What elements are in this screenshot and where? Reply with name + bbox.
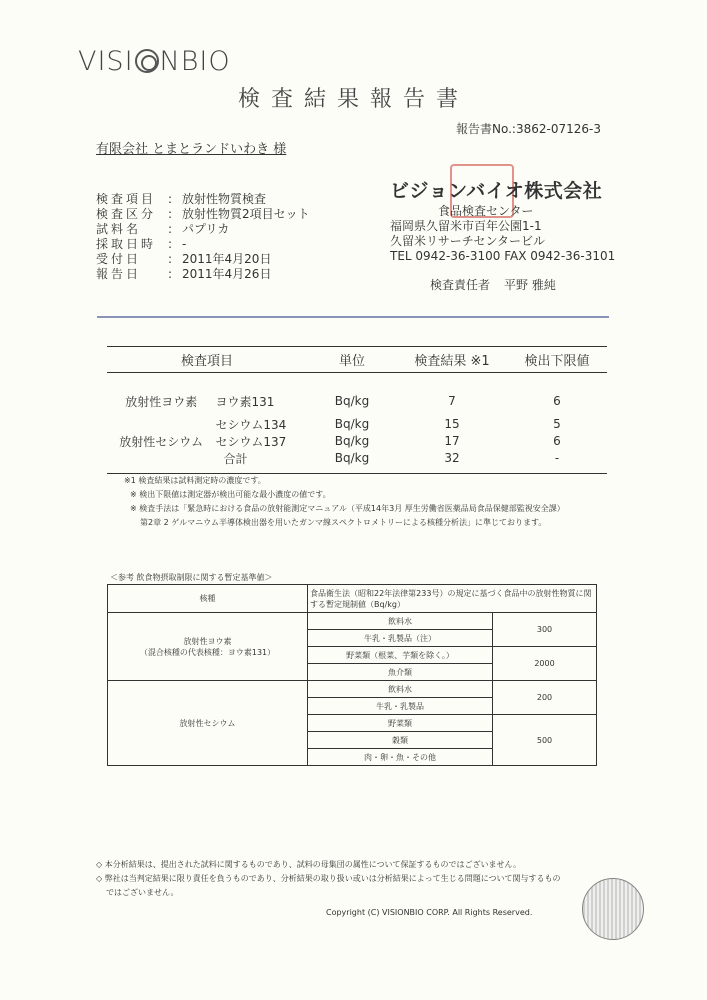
ref-food: 肉・卵・魚・その他 [308, 749, 493, 766]
header-result: 検査結果 ※1 [397, 347, 507, 373]
note-line: 第2章 2 ゲルマニウム半導体検出器を用いたガンマ線スペクトロメトリーによる核種分析法」に準じております。 [140, 518, 547, 527]
document-title: 検査結果報告書 [237, 87, 469, 112]
row-unit: Bq/kg [334, 394, 370, 408]
copyright: Copyright (C) VISIONBIO CORP. All Rights Reserved. [326, 908, 533, 917]
header-item: 検査項目 [107, 347, 307, 373]
info-value: 2011年4月20日 [182, 252, 272, 266]
row-item: ヨウ素131 [215, 394, 275, 409]
info-key: 試料名 [96, 222, 142, 236]
ref-value: 500 [493, 715, 597, 766]
note-line: ※1 検査結果は試料測定時の濃度です。 [124, 476, 266, 485]
row-group [107, 416, 215, 433]
responsible-label: 検査責任者 [430, 278, 491, 292]
note-line: ※ 検査手法は「緊急時における食品の放射能測定マニュアル（平成14年3月 厚生労働省医薬品局食品保健部監視安全課） [130, 504, 565, 513]
header-unit: 単位 [307, 347, 397, 373]
footnote-line: ◇ 弊社は当判定結果に限り責任を負うものであり、分析結果の取り扱い或いは分析結果によって生じる問題について関与するもの [96, 874, 561, 883]
info-block [96, 192, 310, 282]
row-unit: Bq/kg [334, 434, 370, 448]
row-unit: Bq/kg [334, 417, 370, 431]
address-line: 久留米リサーチセンタービル [390, 234, 546, 248]
ref-food: 飲料水 [308, 681, 493, 698]
row-limit: 5 [553, 417, 561, 431]
row-result: 15 [444, 417, 460, 431]
row-item: 合計 [215, 450, 307, 474]
reference-title: ＜参考 飲食物摂取制限に関する暫定基準値＞ [110, 573, 273, 582]
row-item: セシウム137 [215, 434, 287, 449]
client-name: 有限会社 とまとランドいわき 様 [96, 142, 287, 157]
section-divider [97, 316, 609, 318]
ref-food: 飲料水 [308, 613, 493, 630]
row-result: 32 [397, 450, 507, 474]
ref-food: 野菜類（根菜、芋類を除く。） [308, 647, 493, 664]
responsible-person [430, 276, 570, 293]
info-key: 報告日 [96, 267, 142, 281]
row-item: セシウム134 [215, 417, 287, 432]
row-result: 7 [448, 394, 456, 408]
reference-table [107, 584, 597, 766]
row-limit: 6 [553, 434, 561, 448]
ref-food: 牛乳・乳製品（注） [308, 630, 493, 647]
table-row [107, 393, 607, 410]
tel-fax: TEL 0942-36-3100 FAX 0942-36-3101 [390, 249, 616, 263]
info-row: 報告日 : 2011年4月26日 [96, 267, 272, 281]
row-result: 17 [444, 434, 460, 448]
header-limit: 検出下限値 [507, 347, 607, 373]
row-unit: Bq/kg [307, 450, 397, 474]
note-line: ※ 検出下限値は測定器が検出可能な最小濃度の値です。 [130, 490, 331, 499]
row-group [107, 450, 215, 474]
row-group: 放射性セシウム [119, 434, 204, 449]
table-row [107, 433, 607, 450]
report-number: 報告書No.:3862-07126-3 [456, 122, 601, 136]
info-value: 2011年4月26日 [182, 267, 272, 281]
info-value: 放射性物質検査 [182, 192, 267, 206]
company-dept: 食品検査センター [438, 204, 534, 218]
info-row: 採取日時 : - [96, 237, 187, 251]
info-key: 採取日時 [96, 237, 157, 251]
info-row: 受付日 : 2011年4月20日 [96, 252, 272, 266]
row-limit: - [507, 450, 607, 474]
ref-food: 魚介類 [308, 664, 493, 681]
ref-value: 300 [493, 613, 597, 647]
hologram-seal-icon [582, 878, 644, 940]
row-limit: 6 [553, 394, 561, 408]
row-group: 放射性ヨウ素 [125, 394, 198, 409]
info-key: 検査区分 [96, 207, 157, 221]
company-address [390, 204, 615, 264]
info-value: パプリカ [182, 222, 230, 236]
info-value: - [182, 237, 187, 251]
ref-food: 穀類 [308, 732, 493, 749]
company-logo: VISI NBIO [78, 46, 231, 77]
table-row [107, 450, 607, 474]
ref-iodine-label: 放射性ヨウ素 （混合核種の代表核種：ヨウ素131） [108, 613, 308, 681]
ref-food: 牛乳・乳製品 [308, 698, 493, 715]
ref-cesium-label: 放射性セシウム [108, 681, 308, 766]
info-row: 検査項目 : 放射性物質検査 [96, 192, 267, 206]
responsible-name: 平野 雅純 [504, 278, 556, 292]
info-key: 検査項目 [96, 192, 157, 206]
footnote-line: ではございません。 [106, 888, 179, 897]
ref-header-left: 核種 [108, 585, 308, 613]
table-row [107, 416, 607, 433]
footnotes [96, 858, 561, 900]
address-line: 福岡県久留米市百年公園1-1 [390, 219, 542, 233]
info-row: 検査区分 : 放射性物質2項目セット [96, 207, 310, 221]
info-row: 試料名 : パプリカ [96, 222, 230, 236]
ref-header-right: 食品衛生法（昭和22年法律第233号）の規定に基づく食品中の放射性物質に関する暫定規制値（Bq/kg） [308, 585, 597, 613]
notes [124, 474, 565, 530]
footnote-line: ◇ 本分析結果は、提出された試料に関するものであり、試料の母集団の属性について保証するものではございません。 [96, 860, 522, 869]
company-name: ビジョンバイオ株式会社 [390, 180, 603, 202]
results-table [107, 346, 607, 474]
ref-food: 野菜類 [308, 715, 493, 732]
ref-value: 200 [493, 681, 597, 715]
ref-value: 2000 [493, 647, 597, 681]
info-key: 受付日 [96, 252, 142, 266]
info-value: 放射性物質2項目セット [182, 207, 310, 221]
logo-ring-icon [135, 49, 159, 73]
